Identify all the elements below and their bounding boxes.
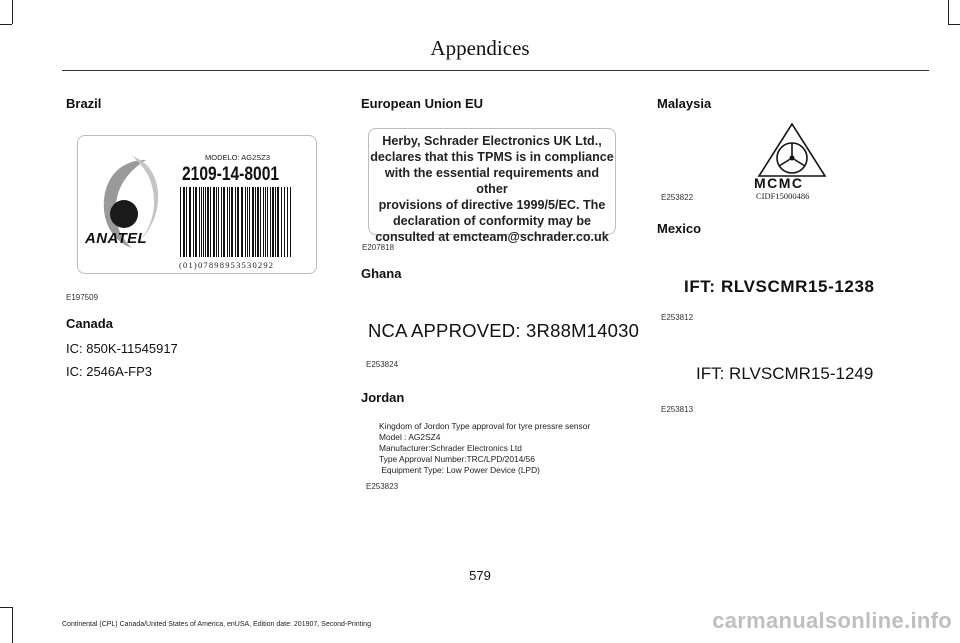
eu-line-2: declares that this TPMS is in compliance bbox=[370, 150, 614, 164]
jordan-line-2: Model : AG2SZ4 bbox=[379, 432, 441, 442]
barcode-bar bbox=[183, 187, 185, 257]
barcode-bar bbox=[223, 187, 225, 257]
barcode-bar bbox=[186, 187, 187, 257]
eu-line-4: provisions of directive 1999/5/EC. The bbox=[378, 198, 606, 212]
eu-declaration-text bbox=[369, 133, 615, 245]
barcode-bar bbox=[265, 187, 266, 257]
barcode-bar bbox=[229, 187, 230, 257]
barcode-bar bbox=[263, 187, 264, 257]
barcode-bar bbox=[203, 187, 204, 257]
barcode-bar bbox=[255, 187, 256, 257]
barcode-bar bbox=[210, 187, 211, 257]
barcode-bar bbox=[237, 187, 239, 257]
crop-mark-top-left bbox=[0, 0, 13, 24]
canada-heading: Canada bbox=[66, 316, 113, 331]
jordan-line-1: Kingdom of Jordon Type approval for tyre pressre sensor bbox=[379, 421, 591, 431]
page-title: Appendices bbox=[430, 36, 530, 60]
barcode-bar bbox=[216, 187, 217, 257]
brazil-model-text: MODELO: AG2SZ3 bbox=[205, 153, 271, 162]
barcode-bar bbox=[193, 187, 194, 257]
jordan-image-code: E253823 bbox=[366, 482, 399, 491]
mcmc-logo-text: MCMC bbox=[754, 175, 804, 191]
barcode-graphic bbox=[178, 187, 296, 259]
brazil-cert-number: 2109-14-8001 bbox=[182, 164, 280, 185]
mexico-image-code-1: E253812 bbox=[661, 313, 694, 322]
barcode-bar bbox=[252, 187, 254, 257]
malaysia-heading: Malaysia bbox=[657, 96, 712, 111]
barcode-bar bbox=[281, 187, 282, 257]
canada-ic-line-1: IC: 850K-11545917 bbox=[66, 341, 178, 356]
malaysia-image-code: E253822 bbox=[661, 193, 694, 202]
crop-mark-top-left-h bbox=[0, 24, 12, 25]
barcode-bar bbox=[180, 187, 181, 257]
mexico-ift-2: IFT: RLVSCMR15-1249 bbox=[696, 364, 874, 383]
barcode-bar bbox=[231, 187, 233, 257]
crop-mark-bottom-left bbox=[0, 607, 13, 643]
ghana-nca-approval: NCA APPROVED: 3R88M14030 bbox=[368, 320, 640, 341]
crop-mark-top-right bbox=[948, 0, 960, 24]
eu-line-6: consulted at emcteam@schrader.co.uk bbox=[375, 230, 609, 244]
barcode-bar bbox=[218, 187, 219, 257]
barcode-bar bbox=[195, 187, 197, 257]
barcode-bar bbox=[201, 187, 202, 257]
barcode-bar bbox=[249, 187, 250, 257]
eu-line-1: Herby, Schrader Electronics UK Ltd., bbox=[382, 134, 602, 148]
jordan-approval-block bbox=[379, 421, 590, 476]
barcode-bar bbox=[241, 187, 243, 257]
brazil-image-code: E197509 bbox=[66, 293, 99, 302]
barcode-digits: (01)07898953530292 bbox=[179, 260, 275, 270]
barcode-bar bbox=[267, 187, 268, 257]
barcode-bar bbox=[207, 187, 209, 257]
brazil-anatel-label bbox=[77, 135, 317, 274]
barcode-bar bbox=[199, 187, 200, 257]
eu-line-5: declaration of conformity may be bbox=[392, 214, 592, 228]
crop-mark-bottom-left-h bbox=[0, 607, 12, 608]
crop-mark-top-right-h bbox=[948, 24, 960, 25]
brazil-heading: Brazil bbox=[66, 96, 102, 111]
barcode-bar bbox=[247, 187, 248, 257]
barcode-bar bbox=[284, 187, 285, 257]
barcode-bar bbox=[260, 187, 261, 257]
barcode-bar bbox=[275, 187, 276, 257]
jordan-heading: Jordan bbox=[361, 390, 405, 405]
eu-heading: European Union EU bbox=[361, 96, 484, 111]
page-number: 579 bbox=[469, 568, 491, 583]
footer-edition-text: Continental (CPL) Canada/United States of America, enUSA, Edition date: 201907, Second-Printing bbox=[62, 621, 371, 628]
malaysia-cert-id: CIDF15000486 bbox=[756, 191, 810, 201]
jordan-line-5: Equipment Type: Low Power Device (LPD) bbox=[379, 465, 540, 475]
eu-declaration-label bbox=[368, 128, 616, 244]
barcode-bar bbox=[205, 187, 206, 257]
jordan-line-4: Type Approval Number:TRC/LPD/2014/56 bbox=[379, 454, 535, 464]
barcode-bar bbox=[245, 187, 246, 257]
anatel-brand-text: ANATEL bbox=[85, 230, 148, 247]
ghana-heading: Ghana bbox=[361, 266, 402, 281]
barcode-bar bbox=[235, 187, 236, 257]
header-divider bbox=[62, 70, 929, 71]
mexico-ift-1: IFT: RLVSCMR15-1238 bbox=[684, 277, 875, 296]
jordan-line-3: Manufacturer:Schrader Electronics Ltd bbox=[379, 443, 522, 453]
eu-image-code: E207818 bbox=[362, 243, 395, 252]
barcode-bar bbox=[270, 187, 271, 257]
barcode-bar bbox=[257, 187, 259, 257]
canada-ic-line-2: IC: 2546A-FP3 bbox=[66, 364, 152, 379]
barcode-bar bbox=[189, 187, 191, 257]
barcode-bar bbox=[272, 187, 274, 257]
barcode-bar bbox=[287, 187, 288, 257]
barcode-bar bbox=[213, 187, 215, 257]
mexico-image-code-2: E253813 bbox=[661, 405, 694, 414]
barcode-bar bbox=[290, 187, 291, 257]
eu-line-3: with the essential requirements and other bbox=[384, 166, 600, 196]
ghana-image-code: E253824 bbox=[366, 360, 399, 369]
barcode-bar bbox=[227, 187, 228, 257]
mexico-heading: Mexico bbox=[657, 221, 702, 236]
barcode-bar bbox=[277, 187, 279, 257]
watermark-text: carmanualsonline.info bbox=[712, 608, 952, 633]
barcode-bar bbox=[221, 187, 222, 257]
